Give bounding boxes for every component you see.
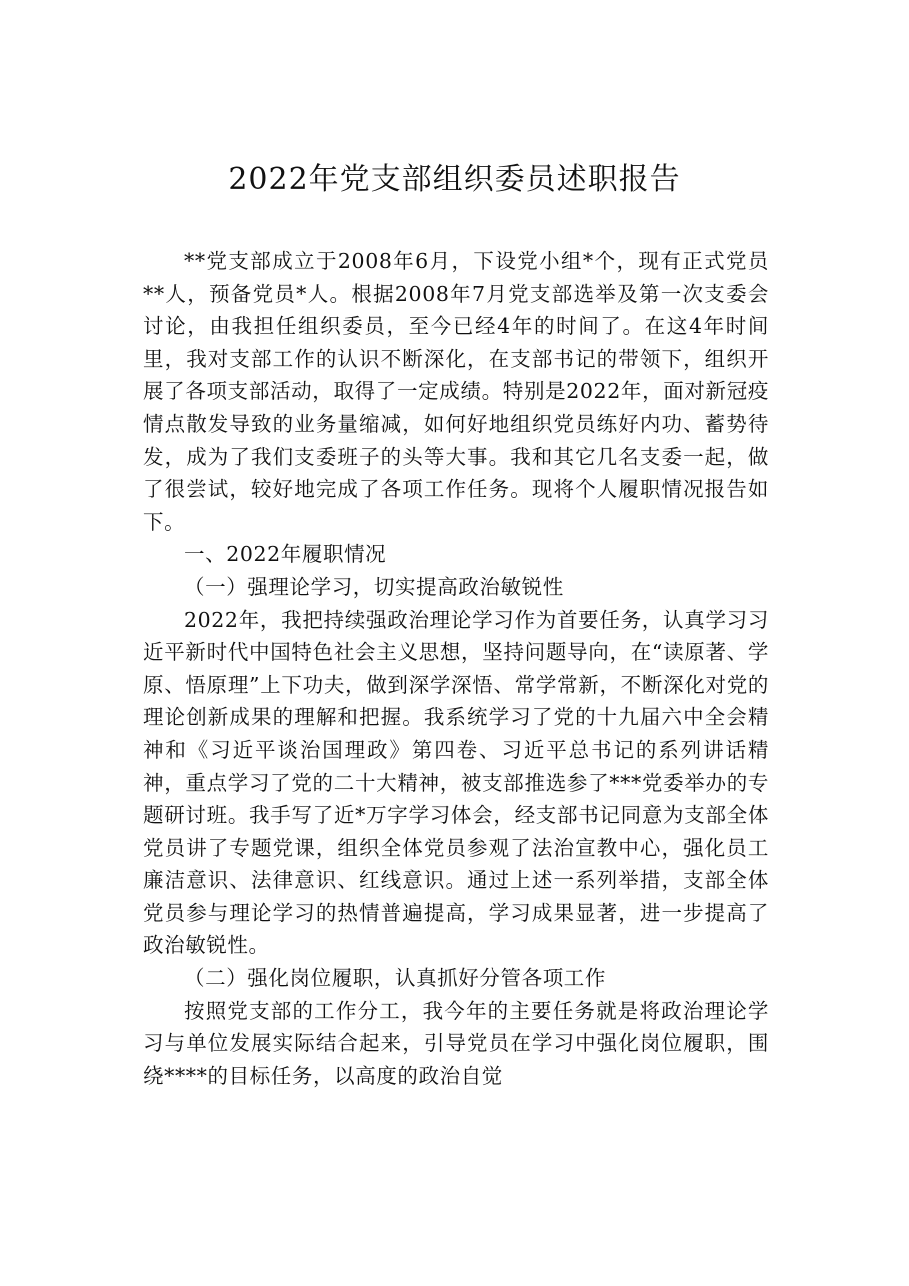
paragraph-intro: **党支部成立于2008年6月，下设党小组*个，现有正式党员**人，预备党员*人。根据2008年7月党支部选举及第一次支委会讨论，由我担任组织委员，至今已经4年的时间了。在这4年时间里，我对支部工作的认识不断深化，在支部书记的带领下，组织开展了各项支部活动，取得了一定成绩。特别是2022年，面对新冠疫情点散发导致的业务量缩减，如何好地组织党员练好内功、蓄势待发，成为了我们支委班子的头等大事。我和其它几名支委一起，做了很尝试，较好地完成了各项工作任务。现将个人履职情况报告如下。 — [143, 249, 769, 534]
paragraph-theory-study: 2022年，我把持续强政治理论学习作为首要任务，认真学习习近平新时代中国特色社会主义思想，坚持问题导向，在“读原著、学原、悟原理”上下功夫，做到深学深悟、常学常新，不断深化对党的理论创新成果的理解和把握。我系统学习了党的十九届六中全会精神和《习近平谈治国理政》第四卷、习近平总书记的系列讲话精神，重点学习了党的二十大精神，被支部推选参了***党委举办的专题研讨班。我手写了近*万字学习体会，经支部书记同意为支部全体党员讲了专题党课，组织全体党员参观了法治宣教中心，强化员工廉洁意识、法律意识、红线意识。通过上述一系列举措，支部全体党员参与理论学习的热情普遍提高，学习成果显著，进一步提高了政治敏锐性。 — [143, 607, 769, 958]
paragraph-duties: 按照党支部的工作分工，我今年的主要任务就是将政治理论学习与单位发展实际结合起来，引导党员在学习中强化岗位履职，围绕****的目标任务，以高度的政治自觉 — [143, 998, 769, 1088]
section-heading-1: 一、2022年履职情况 — [184, 542, 387, 567]
document-title: 2022年党支部组织委员述职报告 — [228, 162, 681, 197]
subsection-heading-1: （一）强理论学习，切实提高政治敏锐性 — [184, 574, 564, 599]
document-body — [143, 245, 769, 1092]
subsection-heading-2: （二）强化岗位履职，认真抓好分管各项工作 — [184, 966, 606, 991]
